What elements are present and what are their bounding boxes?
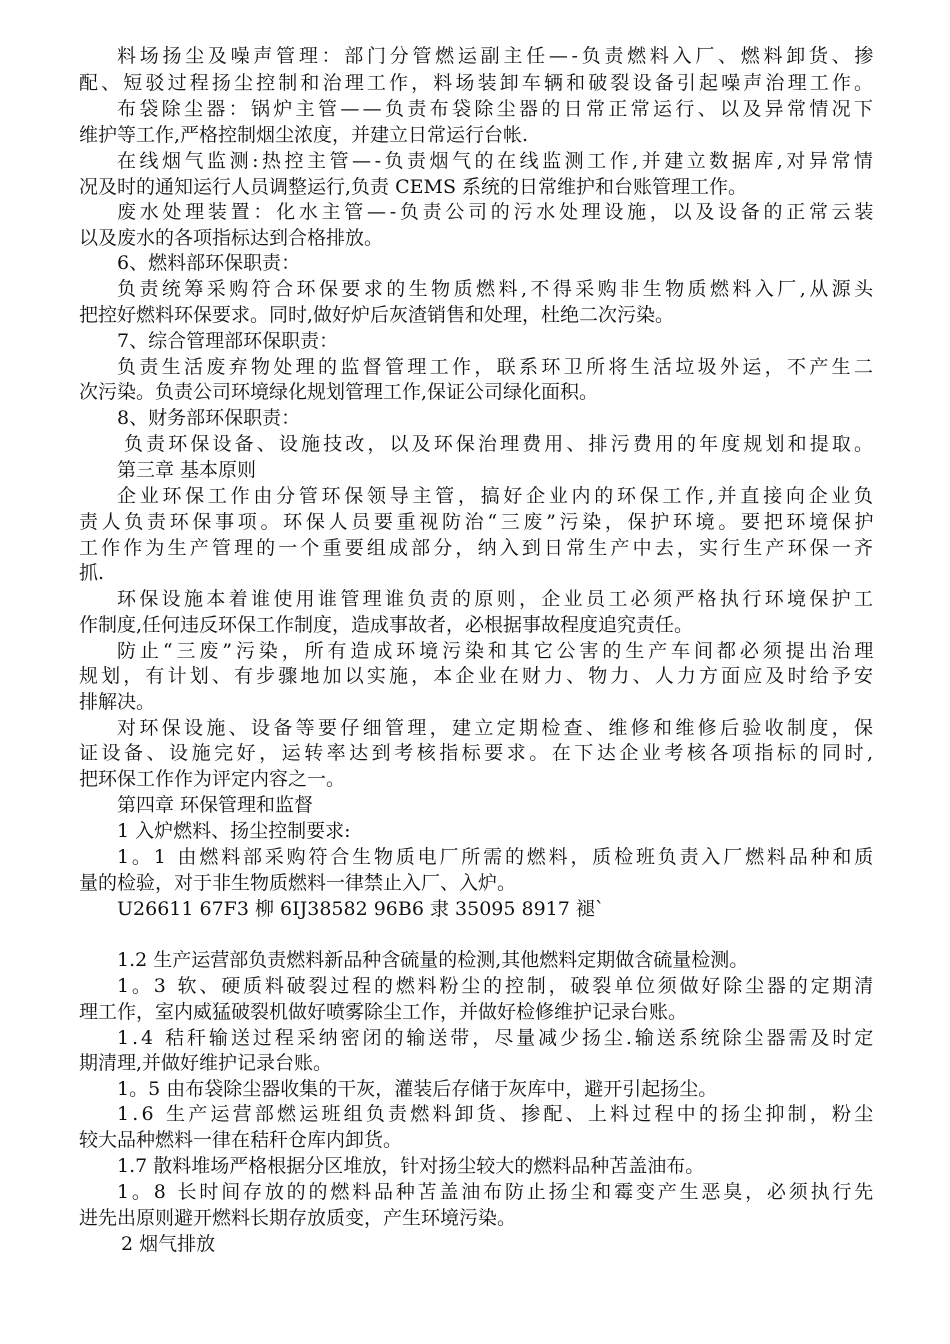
text-line: 维护等工作,严格控制烟尘浓度，并建立日常运行台帐. [79, 123, 529, 146]
section-heading: 6、燃料部环保职责： [117, 252, 301, 275]
text-line: 进先出原则避开燃料长期存放质变，产生环境污染。 [79, 1207, 517, 1230]
text-line: 排解决。 [79, 691, 156, 714]
text-line: 抓. [79, 561, 105, 584]
text-line: 1。3 软、硬质料破裂过程的燃料粉尘的控制，破裂单位须做好除尘器的定期清 [117, 974, 877, 997]
text-line: 1。8 长时间存放的的燃料品种苫盖油布防止扬尘和霉变产生恶臭，必须执行先 [117, 1181, 877, 1204]
text-line: 1.2 生产运营部负责燃料新品种含硫量的检测,其他燃料定期做含硫量检测。 [117, 948, 749, 971]
text-line: 况及时的通知运行人员调整运行,负责 CEMS 系统的日常维护和台账管理工作。 [79, 175, 747, 198]
text-line: 工作作为生产管理的一个重要组成部分，纳入到日常生产中去，实行生产环保一齐 [79, 536, 877, 559]
text-line: 较大品种燃料一律在秸秆仓库内卸货。 [79, 1129, 403, 1152]
text-line: 规划，有计划、有步骤地加以实施，本企业在财力、物力、人力方面应及时给予安 [79, 665, 877, 688]
chapter-heading: 第四章 环保管理和监督 [117, 794, 314, 817]
chapter-heading: 第三章 基本原则 [117, 458, 257, 481]
text-line: 配、短驳过程扬尘控制和治理工作，料场装卸车辆和破裂设备引起噪声治理工作。 [79, 71, 877, 94]
text-line: 负责生活废弃物处理的监督管理工作，联系环卫所将生活垃圾外运，不产生二 [117, 356, 877, 379]
text-line: 以及废水的各项指标达到合格排放。 [79, 226, 384, 249]
text-line: 负责统筹采购符合环保要求的生物质燃料,不得采购非生物质燃料入厂,从源头 [117, 278, 877, 301]
section-heading: 7、综合管理部环保职责： [117, 330, 339, 353]
text-line: 把控好燃料环保要求。同时,做好炉后灰渣销售和处理，杜绝二次污染。 [79, 304, 675, 327]
text-line: 环保设施本着谁使用谁管理谁负责的原则，企业员工必须严格执行环境保护工 [117, 587, 877, 610]
text-line: 1。1 由燃料部采购符合生物质电厂所需的燃料，质检班负责入厂燃料品种和质 [117, 846, 877, 868]
text-line: 1.4 秸秆输送过程采纳密闭的输送带，尽量减少扬尘.输送系统除尘器需及时定 [117, 1026, 877, 1049]
text-line: 责人负责环保事项。环保人员要重视防治“三废”污染，保护环境。要把环境保护 [79, 510, 878, 533]
text-line: 量的检验，对于非生物质燃料一律禁止入厂、入炉。 [79, 871, 517, 894]
text-line: 证设备、设施完好，运转率达到考核指标要求。在下达企业考核各项指标的同时, [79, 742, 877, 765]
text-line: 布袋除尘器：锅炉主管——负责布袋除尘器的日常正常运行、以及异常情况下 [117, 97, 877, 120]
text-line: 理工作，室内威猛破裂机做好喷雾除尘工作，并做好检修维护记录台账。 [79, 1000, 688, 1023]
text-line: 在线烟气监测:热控主管—-负责烟气的在线监测工作,并建立数据库,对异常情 [117, 149, 877, 172]
text-line: 对环保设施、设备等要仔细管理，建立定期检查、维修和维修后验收制度，保 [117, 717, 877, 740]
text-line: 料场扬尘及噪声管理：部门分管燃运副主任—-负责燃料入厂、燃料卸货、掺 [117, 45, 878, 67]
text-line: 1.7 散料堆场严格根据分区堆放，针对扬尘较大的燃料品种苫盖油布。 [117, 1155, 705, 1178]
text-line: 负责环保设备、设施技改，以及环保治理费用、排污费用的年度规划和提取。 [124, 433, 877, 455]
text-line: 作制度,任何违反环保工作制度，造成事故者，必根据事故程度追究责任。 [79, 613, 694, 636]
text-line: 期清理,并做好维护记录台账。 [79, 1052, 333, 1075]
garbled-code-line: U26611 67F3 柳 6IJ38582 96B6 隶 35095 8917 褪` [117, 897, 605, 920]
text-line: 防止“三废”污染，所有造成环境污染和其它公害的生产车间都必须提出治理 [117, 639, 878, 662]
text-line: 1.6 生产运营部燃运班组负责燃料卸货、掺配、上料过程中的扬尘抑制，粉尘 [117, 1103, 877, 1126]
text-line: 企业环保工作由分管环保领导主管，搞好企业内的环保工作,并直接向企业负 [117, 484, 877, 507]
section-heading: 8、财务部环保职责： [117, 407, 301, 429]
text-line: 把环保工作作为评定内容之一。 [79, 768, 346, 791]
section-heading: 2 烟气排放 [121, 1233, 216, 1255]
text-line: 次污染。负责公司环境绿化规划管理工作,保证公司绿化面积。 [79, 381, 599, 404]
section-heading: 1 入炉燃料、扬尘控制要求: [117, 820, 351, 842]
text-line: 1。5 由布袋除尘器收集的干灰，灌装后存储于灰库中，避开引起扬尘。 [117, 1078, 718, 1101]
text-line: 废水处理装置：化水主管—-负责公司的污水处理设施，以及设备的正常云装 [117, 200, 878, 223]
